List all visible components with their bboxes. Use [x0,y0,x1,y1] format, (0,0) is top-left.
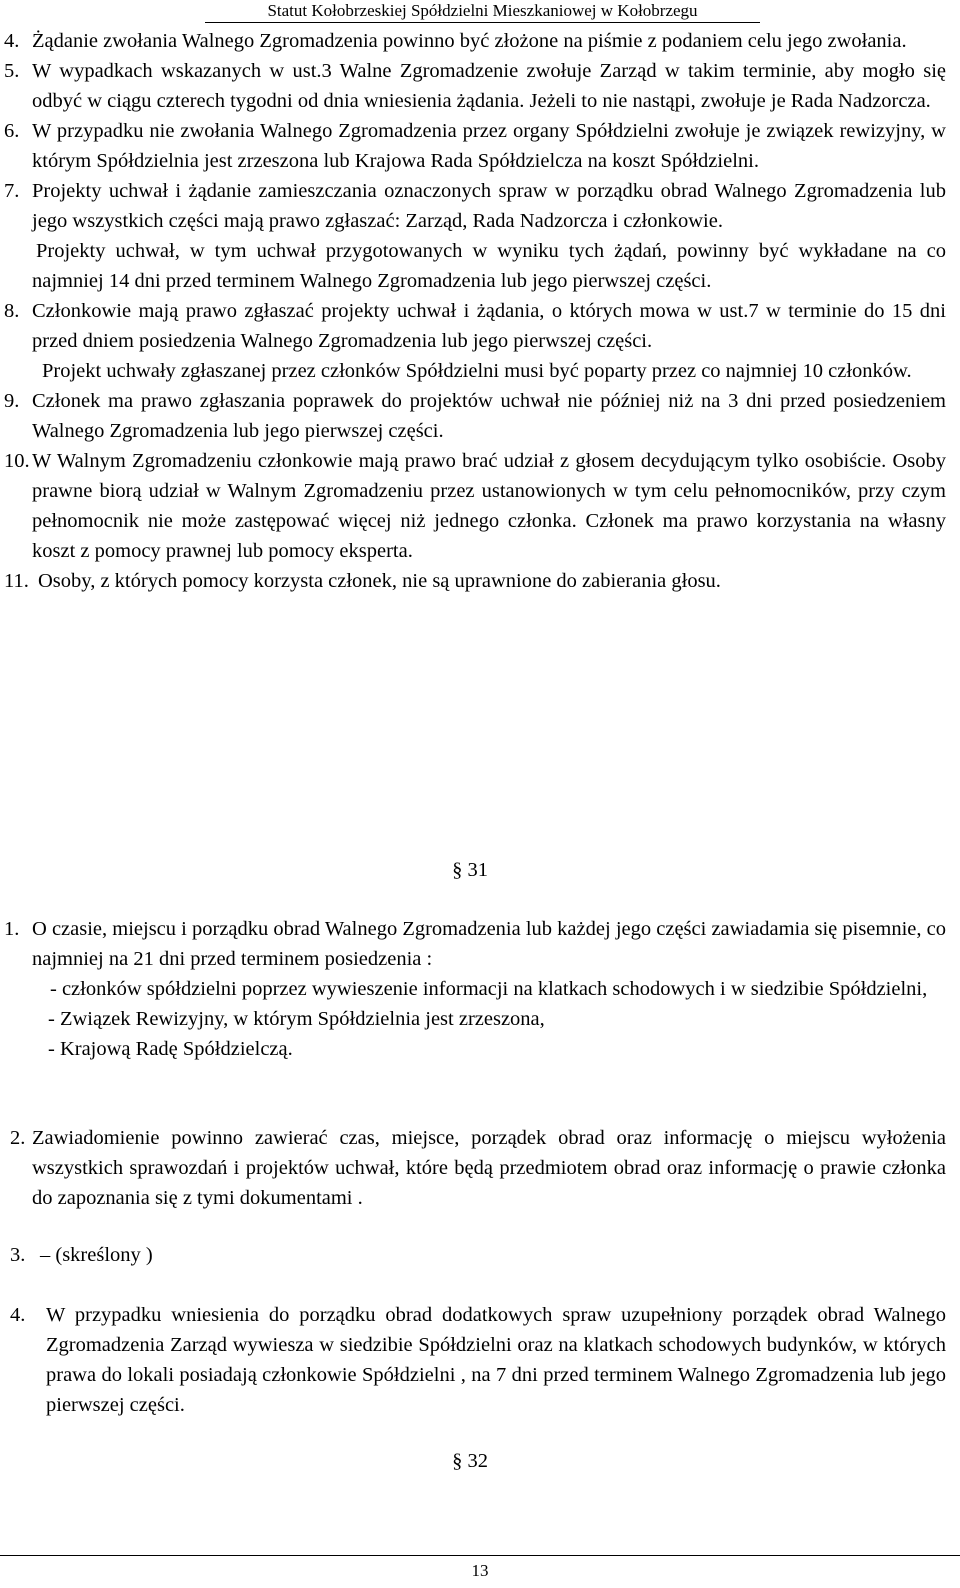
list-item [0,446,960,566]
list-item [0,176,960,236]
item-number: 10. [4,450,30,472]
item-text: W przypadku nie zwołania Walnego Zgromadzenia przez organy Spółdzielni zwołuje je związek rewizyjny, w którym Spółdzielnia jest zrzeszona lub Krajowa Rada Spółdzielcza na koszt Spółdzielni. [32,120,946,172]
list-item [0,56,960,116]
item-number: 1. [4,918,20,940]
list-item [0,1004,960,1034]
item-number: 9. [4,390,20,412]
section-31-item3 [0,1240,960,1270]
item-number: 8. [4,300,20,322]
list-item [0,296,960,356]
list-item [0,356,960,386]
dash-item-text: - Krajową Radę Spółdzielczą. [48,1038,293,1060]
item-text: – (skreślony ) [40,1244,153,1266]
page-header [205,0,760,23]
paragraph-31-heading: § 31 [452,859,488,881]
item-text: W wypadkach wskazanych w ust.3 Walne Zgromadzenie zwołuje Zarząd w takim terminie, aby mogło się odbyć w ciągu czterech tygodni od dnia wniesienia żądania. Jeżeli to nie nastąpi, zwołuje je Rada Nadzorcza. [32,60,946,112]
list-item [0,914,960,974]
list-item [0,26,960,56]
list-item [0,1034,960,1064]
list-item [0,566,960,596]
footer-divider [0,1555,960,1556]
item-text: Projekty uchwał, w tym uchwał przygotowanych w wyniku tych żądań, powinny być wykładane na co najmniej 14 dni przed terminem Walnego Zgromadzenia lub jego pierwszej części. [32,240,946,292]
item-text: Członkowie mają prawo zgłaszać projekty uchwał i żądania, o których mowa w ust.7 w terminie do 15 dni przed dniem posiedzenia Walnego Zgromadzenia lub jego pierwszej części. [32,300,946,352]
item-text: Zawiadomienie powinno zawierać czas, miejsce, porządek obrad oraz informację o miejscu wyłożenia wszystkich sprawozdań i projektów uchwał, które będą przedmiotem obrad oraz informację o prawie członka do zapoznania się z tymi dokumentami . [32,1127,946,1209]
section-31-item4 [0,1300,960,1420]
item-text: Członek ma prawo zgłaszania poprawek do projektów uchwał nie później niż na 3 dni przed posiedzeniem Walnego Zgromadzenia lub jego pierwszej części. [32,390,946,442]
list-item [0,386,960,446]
dash-item-text: - Związek Rewizyjny, w którym Spółdzielnia jest zrzeszona, [48,1008,545,1030]
dash-item-text: - członków spółdzielni poprzez wywieszenie informacji na klatkach schodowych i w siedzibie Spółdzielni, [50,978,928,1000]
section-part1 [0,26,960,596]
item-number: 7. [4,180,20,202]
item-text: Projekty uchwał i żądanie zamieszczania oznaczonych spraw w porządku obrad Walnego Zgromadzenia lub jego wszystkich części mają prawo zgłaszać: Zarząd, Rada Nadzorcza i członkowie. [32,180,946,232]
item-number: 6. [4,120,20,142]
item-number: 4. [10,1304,26,1326]
list-item [0,1300,960,1420]
item-number: 11. [4,570,29,592]
header-title: Statut Kołobrzeskiej Spółdzielni Mieszkaniowej w Kołobrzegu [267,1,698,20]
paragraph-32-heading: § 32 [452,1450,488,1472]
page-footer [0,1555,960,1582]
item-text: W Walnym Zgromadzeniu członkowie mają prawo brać udział z głosem decydującym tylko osobiście. Osoby prawne biorą udział w Walnym Zgromadzeniu przez ustanowionych w tym celu pełnomocników, przy czym pełnomocnik nie może zastępować więcej niż jednego członka. Członek ma prawo korzystania na własny koszt z pomocy prawnej lub pomocy eksperta. [32,450,946,562]
item-number: 5. [4,60,20,82]
item-number: 3. [10,1244,26,1266]
item-text: Projekt uchwały zgłaszanej przez członków Spółdzielni musi być poparty przez co najmniej 10 członków. [42,360,912,382]
section-31 [0,914,960,1064]
page-number: 13 [471,1561,489,1580]
item-number: 2. [10,1127,26,1149]
list-item [0,1240,960,1270]
list-item [0,116,960,176]
item-text: Osoby, z których pomocy korzysta członek, nie są uprawnione do zabierania głosu. [38,570,721,592]
item-text: O czasie, miejscu i porządku obrad Walnego Zgromadzenia lub każdej jego części zawiadamia się pisemnie, co najmniej na 21 dni przed terminem posiedzenia : [32,918,946,970]
list-item [0,974,960,1004]
list-item [0,1123,960,1213]
item-number: 4. [4,30,20,52]
item-text: Żądanie zwołania Walnego Zgromadzenia powinno być złożone na piśmie z podaniem celu jego zwołania. [32,30,907,52]
section-31-item2 [0,1123,960,1213]
list-item [0,236,960,296]
item-text: W przypadku wniesienia do porządku obrad dodatkowych spraw uzupełniony porządek obrad Walnego Zgromadzenia Zarząd wywiesza w siedzibie Spółdzielni oraz na klatkach schodowych budynków, w których prawa do lokali posiadają członkowie Spółdzielni , na 7 dni przed terminem Walnego Zgromadzenia lub jego pierwszej części. [46,1304,946,1416]
